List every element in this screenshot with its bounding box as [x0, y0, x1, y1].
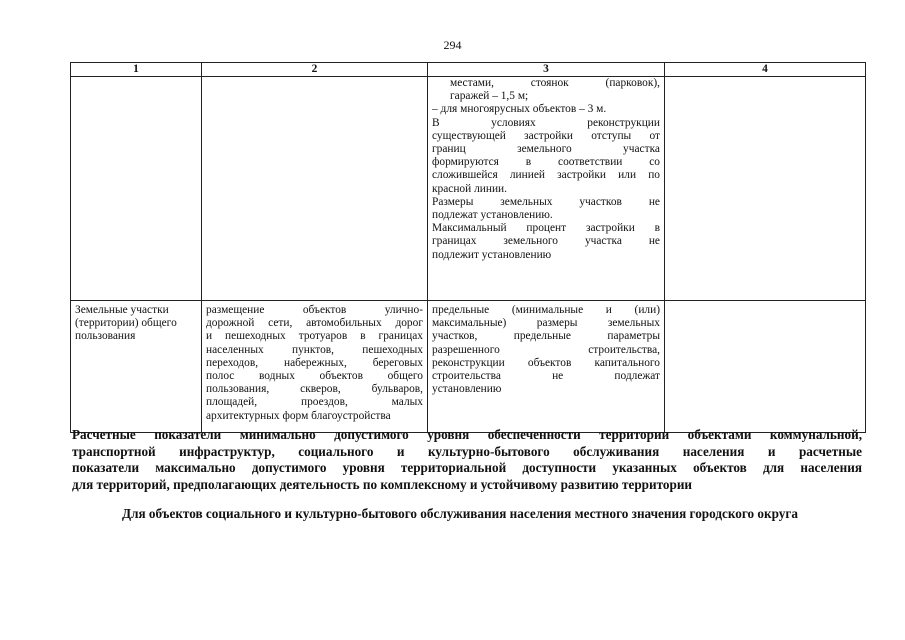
cell-line: Максимальный процент застройки в — [432, 222, 660, 235]
row2-col3 — [428, 301, 665, 433]
table-row — [71, 301, 866, 433]
page-number: 294 — [443, 38, 462, 52]
cell-line: разрешенного строительства, — [432, 343, 660, 356]
row2-col1 — [71, 301, 202, 433]
cell-line: строительства не подлежат — [432, 370, 660, 383]
heading-line: показатели максимально допустимого уровня территориальной доступности указанных объектов для населения — [72, 460, 862, 475]
cell-line: границ земельного участка — [432, 143, 660, 156]
cell-line: участков, предельные параметры — [432, 330, 660, 343]
section-heading — [72, 427, 862, 493]
row1-col1 — [71, 77, 202, 301]
cell-line: Земельные участки — [75, 304, 169, 316]
cell-line: площадей, проездов, малых — [206, 396, 423, 409]
cell-line: населенных пунктов, пешеходных — [206, 343, 423, 356]
row1-col4 — [665, 77, 866, 301]
row1-col3 — [428, 77, 665, 301]
column-header-2: 2 — [202, 63, 428, 77]
column-header-3: 3 — [428, 63, 665, 77]
cell-line: пользования — [75, 330, 136, 343]
row1-col2 — [202, 77, 428, 301]
cell-line: границах земельного участка не — [432, 235, 660, 248]
cell-line: существующей застройки отступы от — [432, 129, 660, 142]
cell-line: красной линии. — [432, 182, 507, 195]
heading-line: для территорий, предполагающих деятельность по комплексному и устойчивому развитию территории — [72, 476, 693, 492]
cell-line: В условиях реконструкции — [432, 116, 660, 129]
column-header-4: 4 — [665, 63, 866, 77]
row2-col4 — [665, 301, 866, 433]
section-subtitle: Для объектов социального и культурно-бытового обслуживания населения местного значения городского округа — [122, 506, 798, 521]
cell-line: подлежит установлению — [432, 248, 552, 261]
cell-line: реконструкции объектов капитального — [432, 356, 660, 369]
cell-line: (территории) общего — [75, 317, 177, 330]
cell-line: размещение объектов улично- — [206, 304, 423, 316]
cell-line: – для многоярусных объектов – 3 м. — [432, 103, 607, 116]
cell-line: установлению — [432, 383, 502, 396]
table-header-row — [71, 63, 866, 77]
cell-line: Размеры земельных участков не — [432, 195, 660, 208]
table-row — [71, 77, 866, 301]
heading-line: Расчетные показатели минимально допустимого уровня обеспеченности территории объектами коммунальной, — [72, 427, 862, 442]
cell-line: формируются в соответствии со — [432, 156, 660, 169]
cell-line: пользования, скверов, бульваров, — [206, 383, 423, 396]
column-header-1: 1 — [71, 63, 202, 77]
cell-line: гаражей – 1,5 м; — [450, 90, 529, 103]
cell-line: предельные (минимальные и (или) — [432, 304, 660, 316]
cell-line: полос водных объектов общего — [206, 370, 423, 383]
cell-line: максимальные) размеры земельных — [432, 317, 660, 330]
heading-line: транспортной инфраструктур, социального и культурно-бытового обслуживания населения и расчетные — [72, 443, 862, 459]
row2-col2 — [202, 301, 428, 433]
cell-line: дорожной сети, автомобильных дорог — [206, 317, 423, 330]
cell-line: и пешеходных тротуаров в границах — [206, 330, 423, 343]
cell-line: местами, стоянок (парковок), — [450, 77, 660, 89]
cell-line: переходов, набережных, береговых — [206, 356, 423, 369]
regulations-table — [70, 62, 866, 433]
cell-line: подлежат установлению. — [432, 209, 553, 222]
cell-line: архитектурных форм благоустройства — [206, 409, 391, 422]
cell-line: сложившейся линией застройки или по — [432, 169, 660, 182]
